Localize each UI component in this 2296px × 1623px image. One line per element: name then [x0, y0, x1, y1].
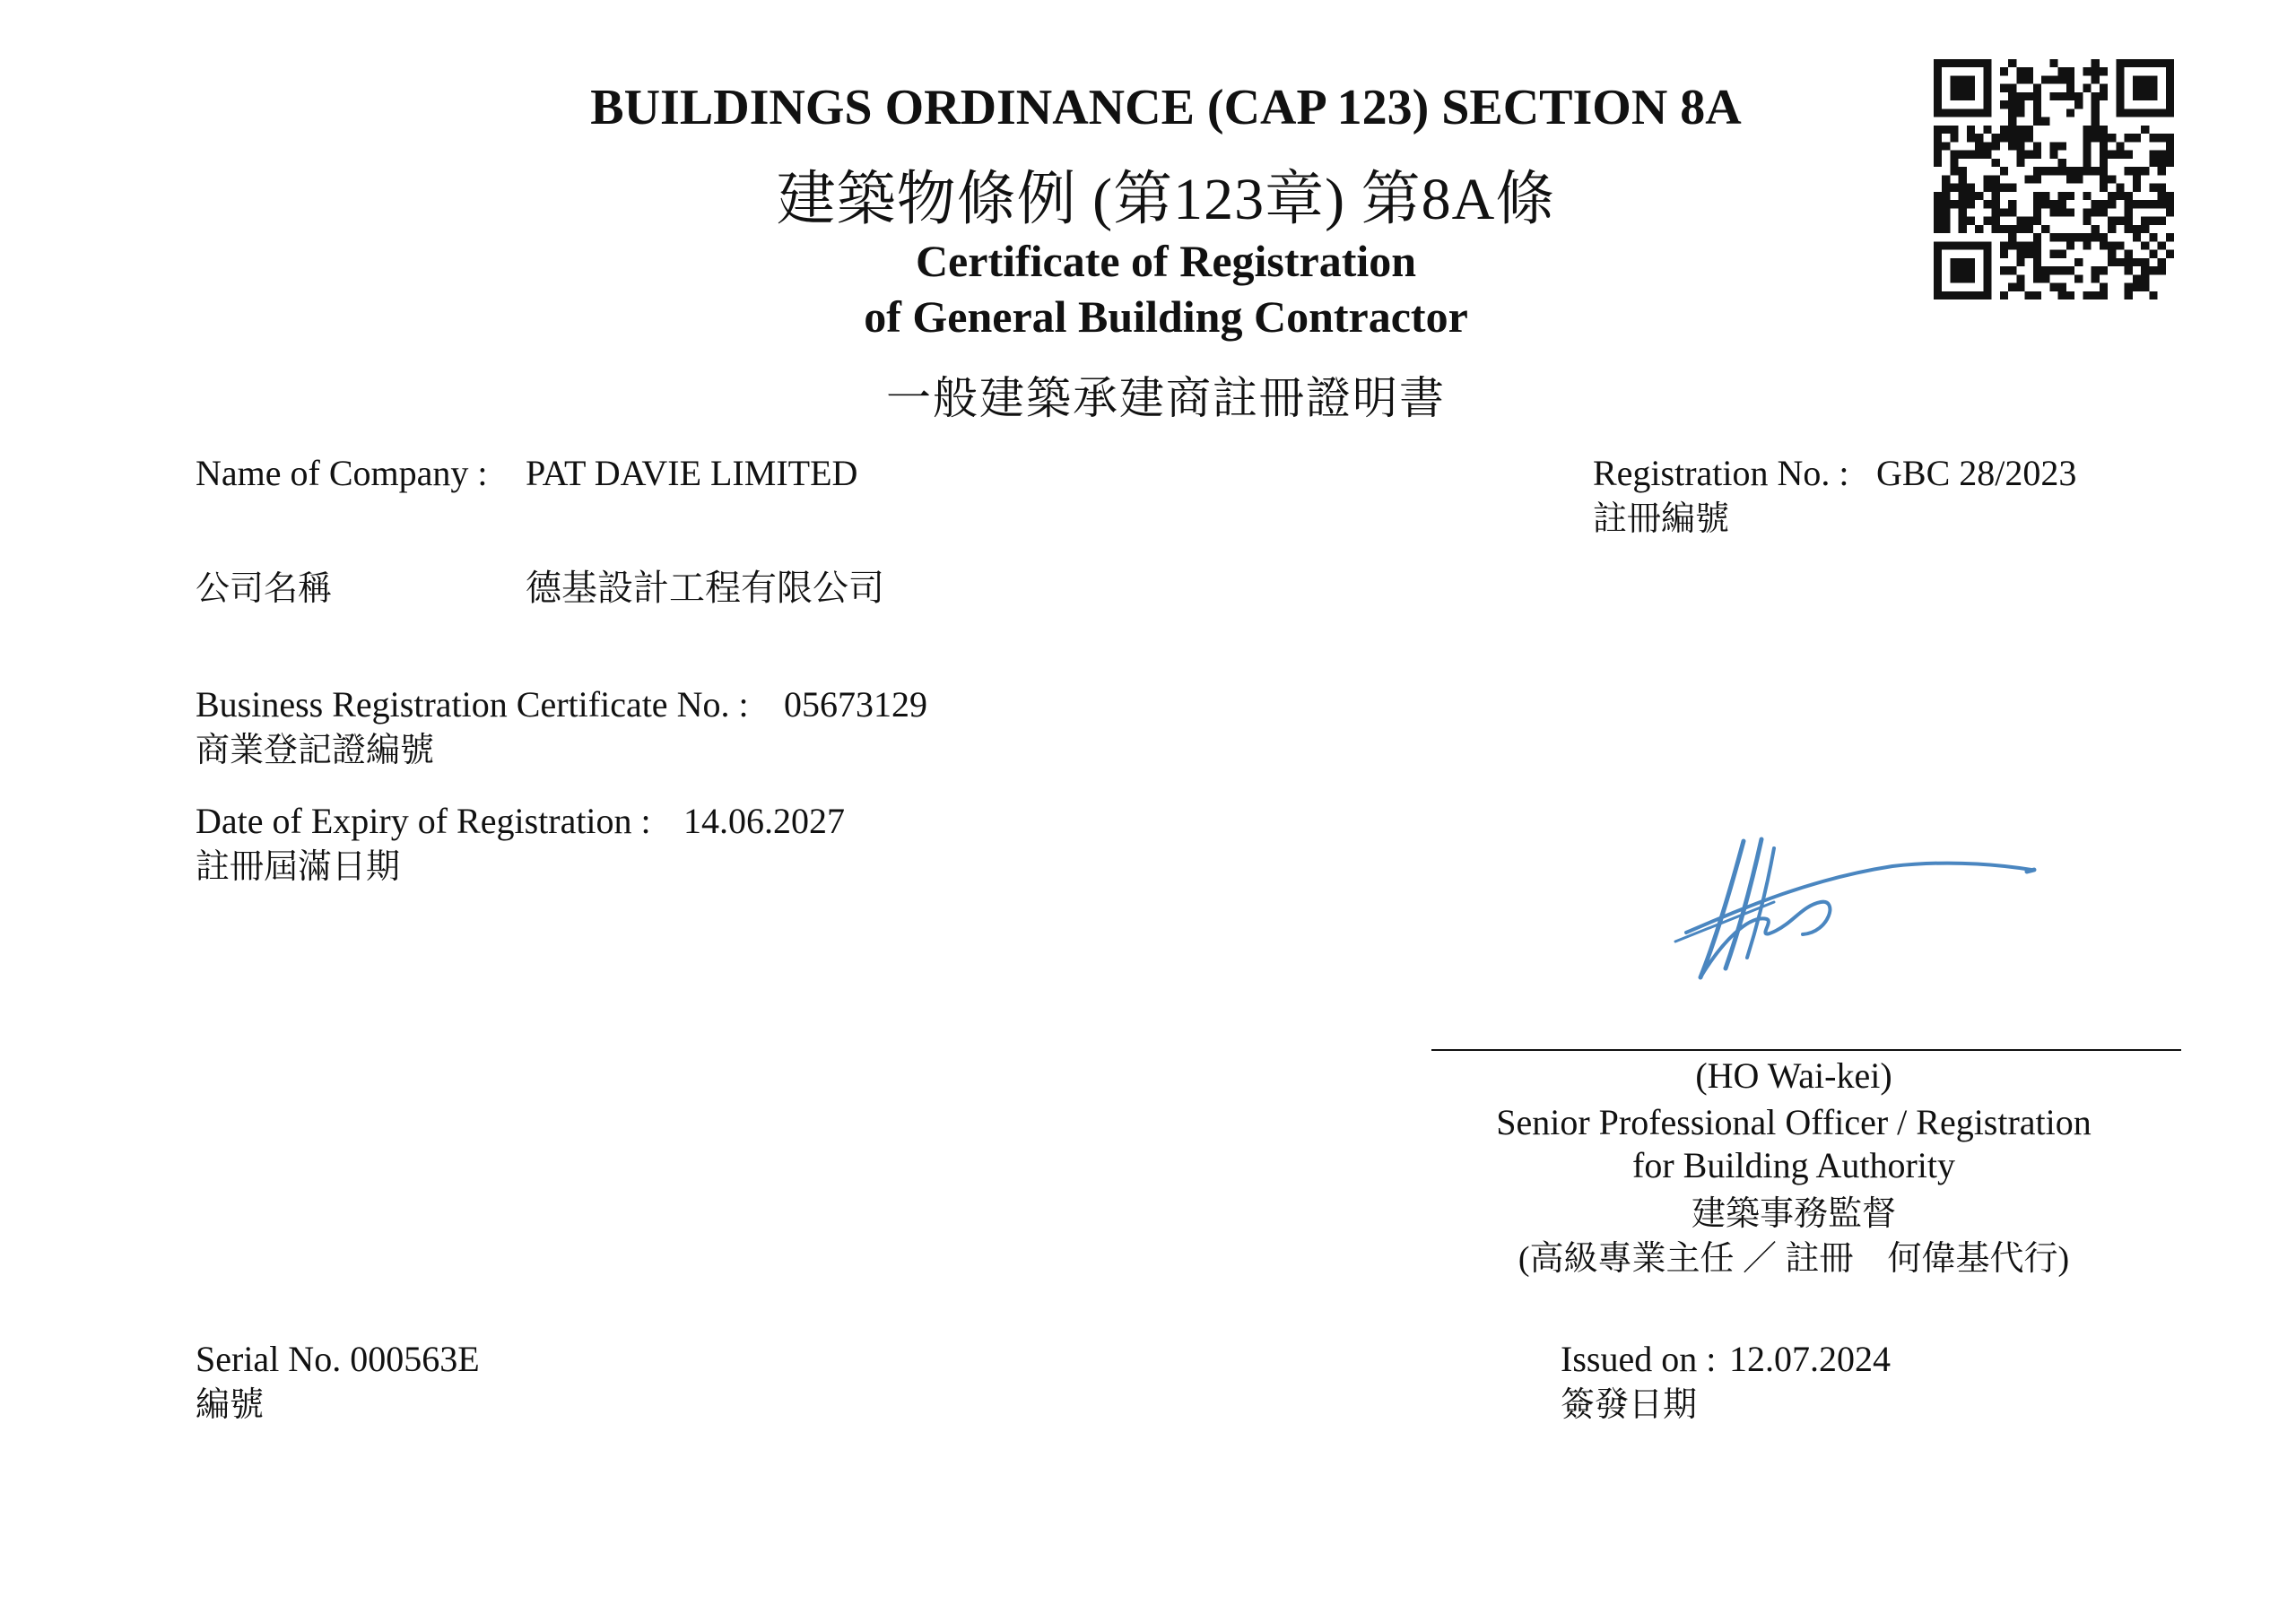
- serial-no: [196, 1341, 480, 1377]
- registration-no-value: GBC 28/2023: [1876, 453, 2077, 493]
- signature: [1668, 834, 2045, 991]
- registration-no-label: Registration No. :: [1593, 453, 1849, 493]
- certificate-title-zh: 一般建築承建商註冊證明書: [886, 373, 1446, 423]
- registration-no-label-zh: 註冊編號: [1593, 500, 1730, 538]
- signatory-name: (HO Wai-kei): [1695, 1055, 1892, 1096]
- ordinance-title-en: BUILDINGS ORDINANCE (CAP 123) SECTION 8A: [590, 80, 1742, 135]
- certificate-title-line2: of General Building Contractor: [864, 291, 1468, 342]
- expiry-date-label-zh: 註冊屆滿日期: [196, 848, 401, 886]
- company-name-value-zh: 德基設計工程有限公司: [526, 568, 884, 608]
- br-cert-label: Business Registration Certificate No. :: [196, 684, 749, 725]
- qr-code-icon: [1934, 59, 2174, 299]
- serial-no-value: 000563E: [350, 1339, 480, 1379]
- expiry-date-label: Date of Expiry of Registration :: [196, 801, 651, 841]
- serial-no-label: Serial No.: [196, 1339, 342, 1379]
- issued-on-label-zh: 簽發日期: [1561, 1386, 1698, 1424]
- serial-no-label-zh: 編號: [196, 1386, 265, 1424]
- ordinance-title-zh: 建築物條例 (第123章) 第8A條: [776, 167, 1556, 232]
- signatory-title-zh-line1: 建築事務監督: [1691, 1195, 1897, 1233]
- br-cert-value: 05673129: [784, 684, 927, 725]
- signatory-title-line2: for Building Authority: [1632, 1145, 1955, 1185]
- company-name-value: PAT DAVIE LIMITED: [526, 453, 858, 493]
- company-name-label: Name of Company :: [196, 453, 488, 493]
- signature-line: [1431, 1049, 2181, 1051]
- certificate-title-line1: Certificate of Registration: [915, 236, 1417, 286]
- expiry-date-value: 14.06.2027: [683, 801, 845, 841]
- signatory-title-zh-line2: (高級專業主任 ／ 註冊 何偉基代行): [1518, 1240, 2070, 1278]
- issued-on-value: 12.07.2024: [1729, 1339, 1891, 1379]
- issued-on-label: Issued on :: [1561, 1339, 1717, 1379]
- br-cert-label-zh: 商業登記證編號: [196, 732, 435, 769]
- company-name-label-zh: 公司名稱: [196, 570, 333, 608]
- signatory-title-line1: Senior Professional Officer / Registration: [1496, 1102, 2092, 1142]
